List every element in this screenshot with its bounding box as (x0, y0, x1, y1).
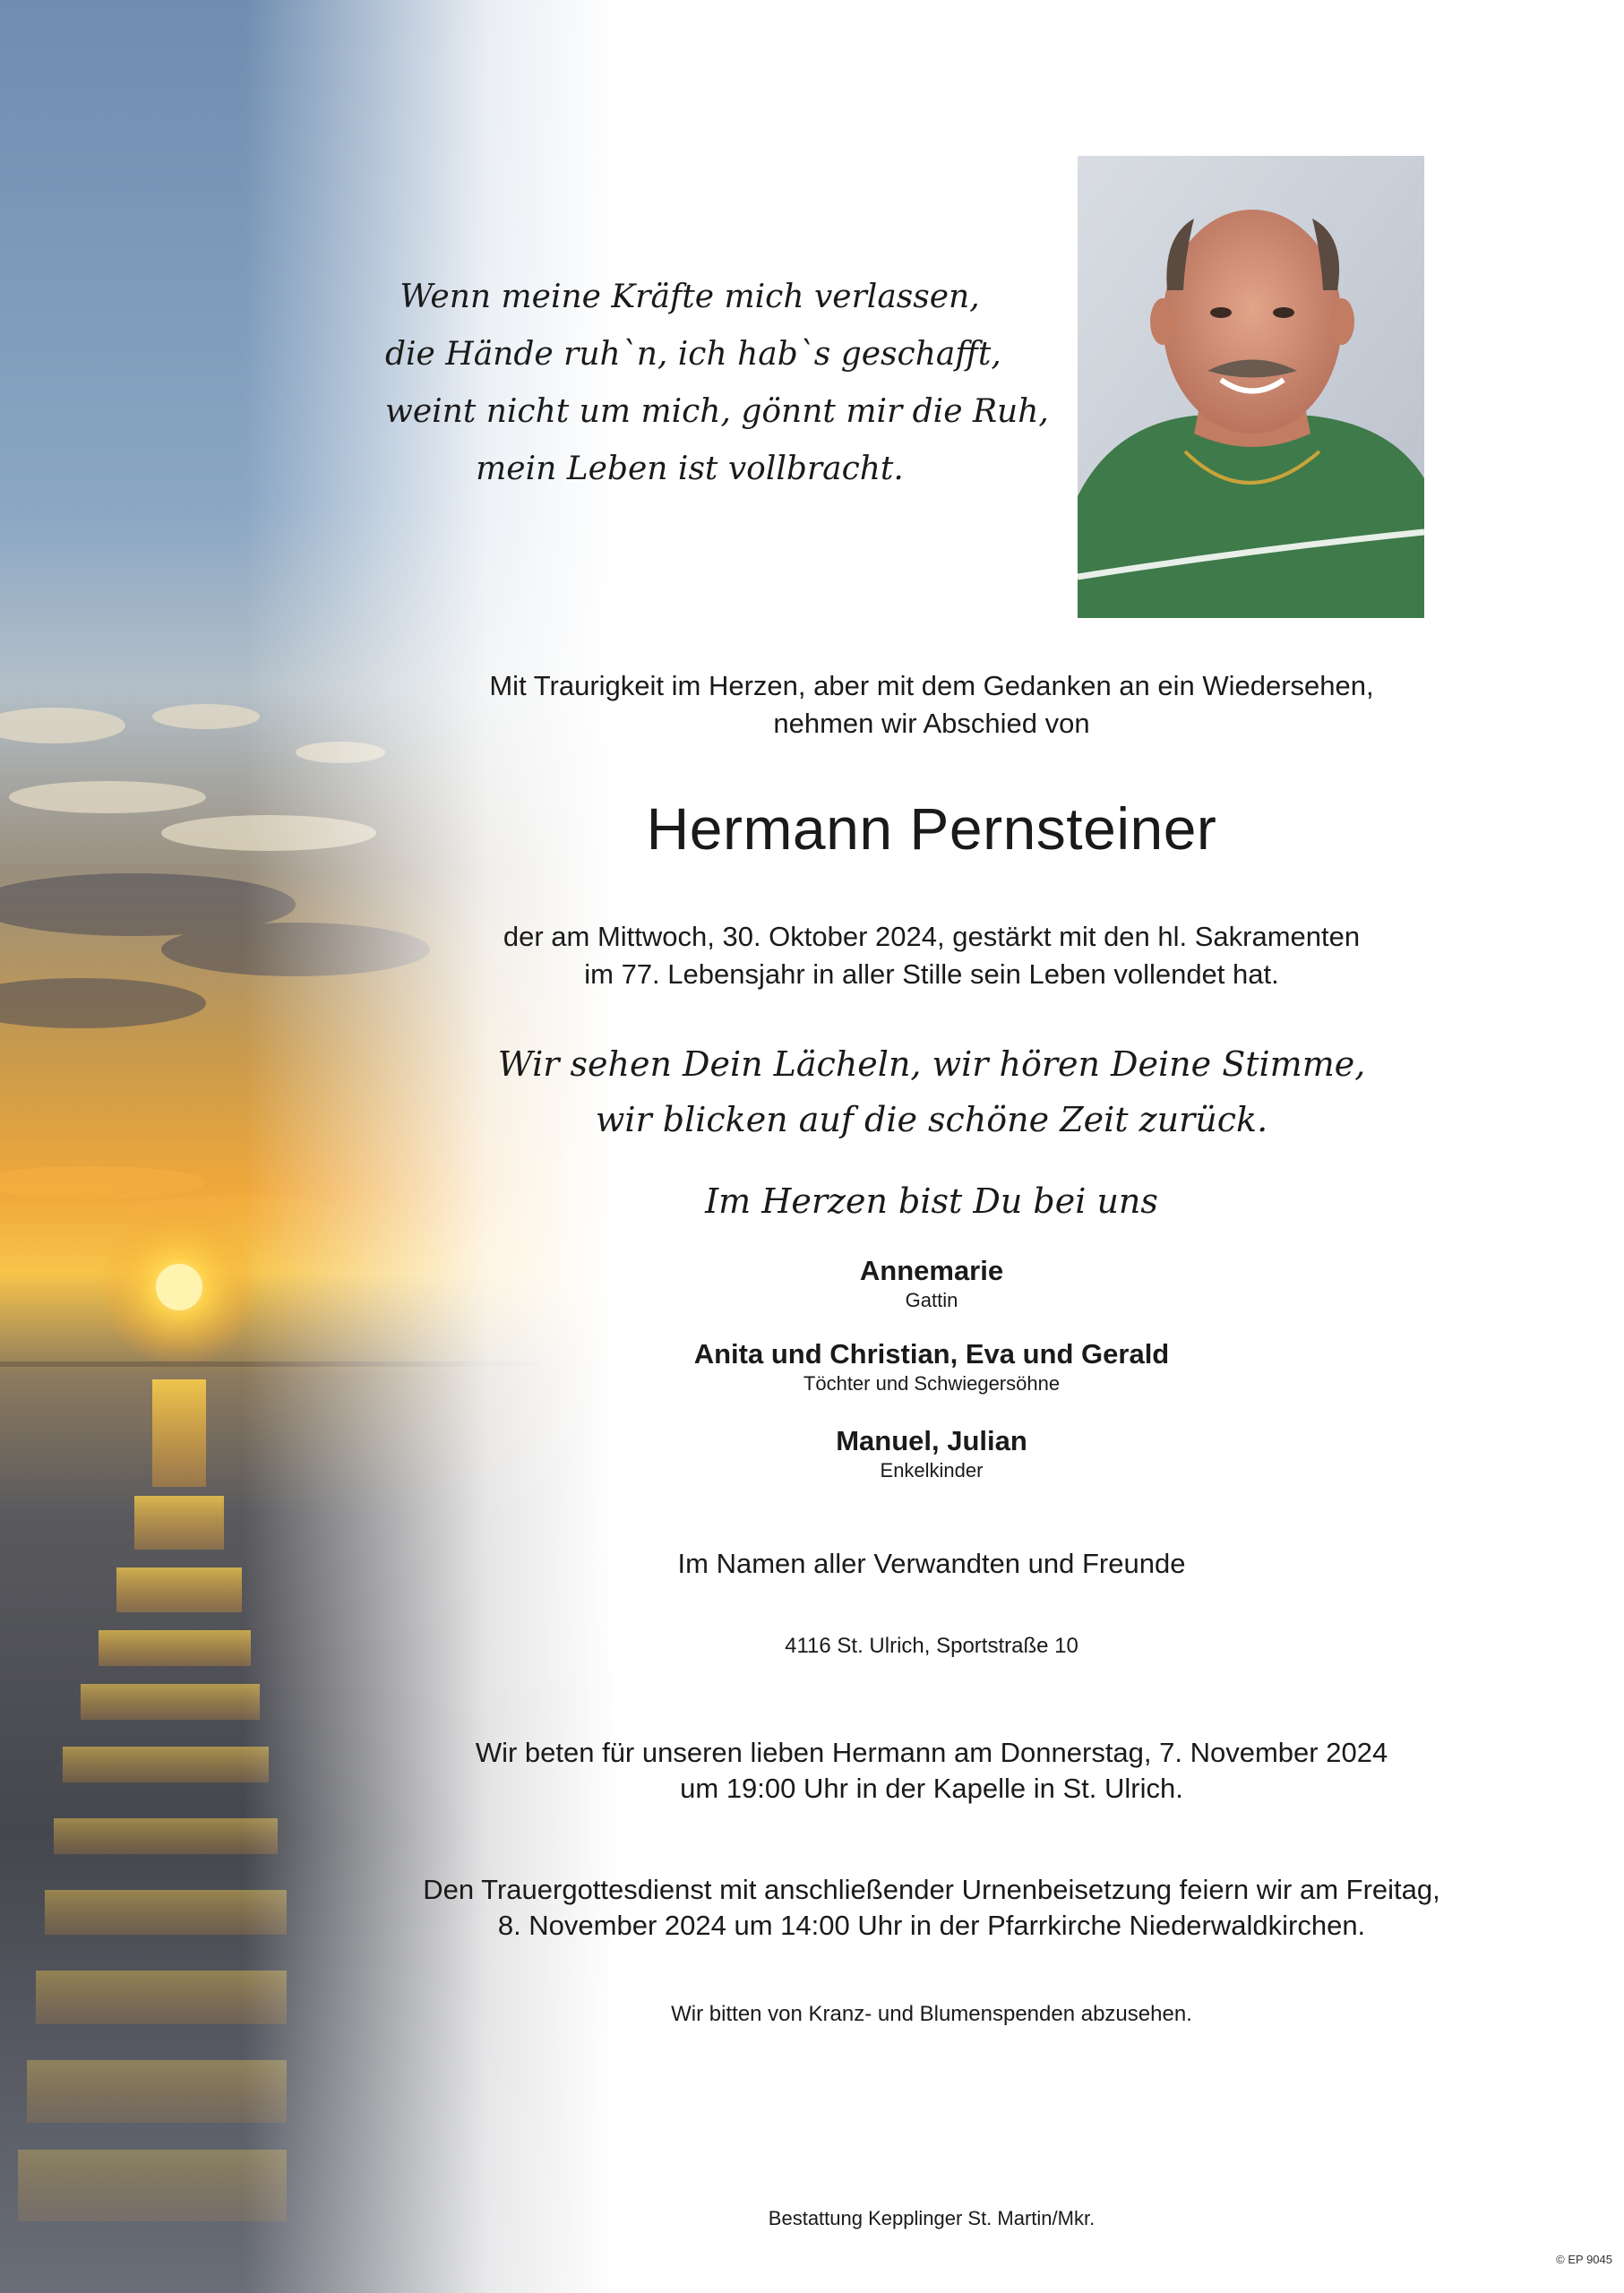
family-member-name: Annemarie (859, 1255, 1004, 1286)
poem-line: die Hände ruh`n, ich hab`s geschafft, (385, 336, 1001, 373)
family-member-role: Gattin (905, 1289, 958, 1311)
family-group (394, 1254, 1469, 1313)
verse-line: Wir sehen Dein Lächeln, wir hören Deine Stimme, (497, 1044, 1366, 1084)
opening-poem (385, 269, 1049, 498)
flowers-note: Wir bitten von Kranz- und Blumenspenden abzusehen. (671, 2002, 1192, 2026)
family-member-name: Manuel, Julian (836, 1425, 1027, 1456)
family-group (394, 1337, 1469, 1396)
intro-text (394, 667, 1469, 743)
address: 4116 St. Ulrich, Sportstraße 10 (785, 1634, 1078, 1658)
prayer-line: Wir beten für unseren lieben Hermann am Donnerstag, 7. November 2024 (475, 1737, 1388, 1768)
intro-line: Mit Traurigkeit im Herzen, aber mit dem Gedanken an ein Wiedersehen, (489, 670, 1374, 701)
deceased-name: Hermann Pernsteiner (646, 795, 1217, 862)
service-line: 8. November 2024 um 14:00 Uhr in der Pfarrkirche Niederwaldkirchen. (497, 1910, 1366, 1941)
undertaker: Bestattung Kepplinger St. Martin/Mkr. (768, 2207, 1096, 2229)
poem-line: mein Leben ist vollbracht. (476, 451, 904, 487)
family-member-role: Enkelkinder (880, 1459, 984, 1481)
relatives-line: Im Namen aller Verwandten und Freunde (677, 1548, 1186, 1579)
family-member-role: Töchter und Schwiegersöhne (803, 1372, 1061, 1395)
service-line: Den Trauergottesdienst mit anschließender Urnenbeisetzung feiern wir am Freitag, (423, 1874, 1440, 1905)
death-notice-line: der am Mittwoch, 30. Oktober 2024, gestärkt mit den hl. Sakramenten (503, 921, 1361, 952)
portrait-photo (1078, 156, 1424, 618)
service-notice (394, 1872, 1469, 1944)
death-notice (394, 918, 1469, 993)
heart-line: Im Herzen bist Du bei uns (705, 1181, 1158, 1221)
print-code: © EP 9045 (1556, 2253, 1612, 2266)
family-member-name: Anita und Christian, Eva und Gerald (693, 1338, 1170, 1370)
family-group (394, 1424, 1469, 1483)
memorial-verse (394, 1036, 1469, 1147)
prayer-notice (394, 1735, 1469, 1807)
death-notice-line: im 77. Lebensjahr in aller Stille sein Leben vollendet hat. (584, 958, 1279, 990)
prayer-line: um 19:00 Uhr in der Kapelle in St. Ulrich. (680, 1773, 1183, 1804)
poem-line: Wenn meine Kräfte mich verlassen, (400, 279, 980, 315)
poem-line: weint nicht um mich, gönnt mir die Ruh, (385, 393, 1049, 430)
verse-line: wir blicken auf die schöne Zeit zurück. (595, 1100, 1268, 1139)
intro-line: nehmen wir Abschied von (773, 708, 1090, 739)
